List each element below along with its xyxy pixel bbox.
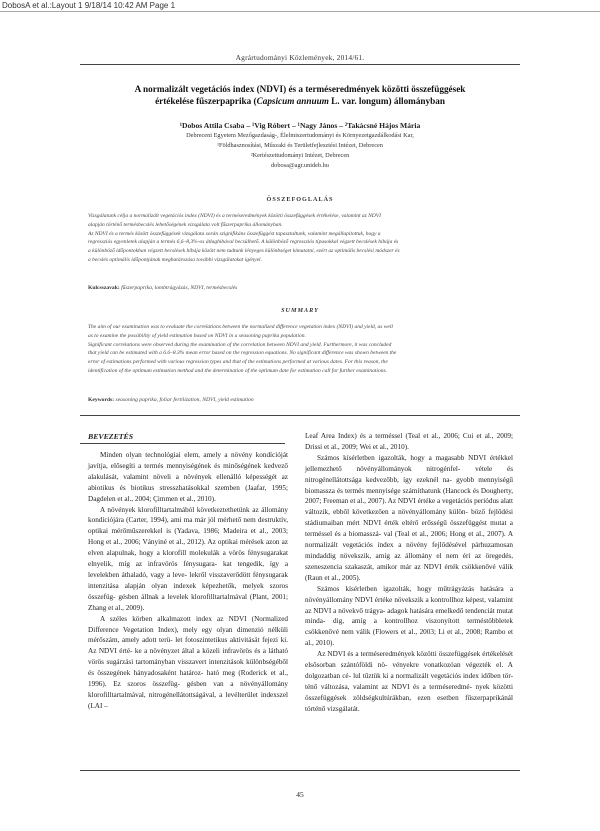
- osszefoglalas-text: [88, 212, 516, 265]
- osszefoglalas-line: a becslés optimális időpontjának meghatározása további vizsgálatokat igényel.: [88, 256, 262, 263]
- text-line: erősségű összefüggést mutat a terméssel és a biomasszá-: [305, 519, 513, 539]
- text-line: mindaddig növekszik, amíg az állomány el nem éri az: [305, 551, 482, 560]
- summary-line: error of estimations performed with various regression types and that of the estimations performed at various dates. For this reason, the: [88, 359, 388, 366]
- page-number: 45: [296, 790, 304, 799]
- text-line: összefüggések értékelését elsősorban szántóföldi nö-: [305, 650, 514, 670]
- text-line: Számos kísérletben igazolták, hogy műtrágyázás: [317, 584, 475, 593]
- summary-line: that yield can be estimated with a 6.6–8.3% mean error based on the regression equations. No significant difference was shown between the: [88, 350, 397, 357]
- author-email[interactable]: dobosa@agr.unideb.hu: [271, 162, 329, 169]
- affiliation-institute-1: ¹Földhasznosítási, Műszaki és Területfejlesztési Intézet, Debrecen: [217, 142, 383, 149]
- bevezetes-rule: [80, 443, 285, 444]
- text-line: böző fejlődési stádiumaiban mért NDVI érték eltérő: [305, 508, 513, 528]
- text-line: let fotoszintetikus aktivitását fejezi ki. Az NDVI érté-: [88, 636, 289, 656]
- text-line: öregedés, szeneszencia szakaszát, amikor már az NDVI: [305, 551, 513, 571]
- text-line: A széles körben alkalmazott index az NDVI: [100, 614, 247, 623]
- text-line: et al., 2004; Çimmen et al., 2010).: [117, 494, 216, 503]
- text-line: az elven alapulnak, hogy a klorofill molekulák a vörös: [88, 538, 288, 558]
- footer-rule: [80, 770, 520, 771]
- keywords-label: Keywords:: [88, 397, 115, 403]
- text-line: nitrogénellátottságával, a levélterület indexszel (LAI –: [88, 690, 289, 710]
- text-line: és minőségének kedvező alakulását, valamint növeli: [88, 461, 289, 481]
- text-line: számíthatunk (Hancock és Dougherty, 2007; Freeman: [305, 486, 514, 506]
- summary-line: as to examine the possibility of yield estimation based on NDVI in a seasoning paprika population.: [88, 332, 306, 339]
- text-line: gésben állnak a levelek klorofilltartalmával (Plant,: [118, 592, 269, 601]
- text-line: gyobb mennyiségű biomassza és termés mennyisége: [305, 475, 514, 495]
- text-line: olyan dimenzió nélküli mérőszám, amely adott terü-: [88, 625, 288, 645]
- running-head: Agrártudományi Közlemények, 2014/61.: [235, 53, 365, 62]
- bevezetes-right-column: [305, 431, 513, 715]
- text-line: 2008; Rambo et al., 2010).: [305, 628, 514, 648]
- text-line: Minden olyan technológiai elem, amely a növény: [100, 451, 253, 459]
- paragraph: [305, 649, 513, 714]
- text-line: kat tengedik, így a levelekben áthaladó, vagy a leve-: [88, 560, 289, 579]
- bevezetes-heading: BEVEZETÉS: [88, 432, 134, 441]
- text-line: adagok hatására emelkedő tendenciát mutat minda-: [305, 606, 514, 626]
- text-line: Az NDVI és a terméseredmények közötti: [317, 650, 437, 659]
- text-line: Számos kísérletben igazolták, hogy a magasabb NDVI: [317, 453, 487, 462]
- text-line: lul tűztük ki a normalizált vegetációs index időben tör-: [353, 671, 513, 680]
- text-line: érték csökkenővé válik (Raun et al., 2005).: [305, 562, 514, 582]
- text-line: Leaf Area Index) és a terméssel (Teal et al., 2006; Cui: [305, 432, 474, 440]
- bevezetes-left-column: [88, 450, 288, 712]
- paragraph: [305, 584, 513, 649]
- header-rule: [80, 64, 520, 65]
- paragraph: [305, 453, 513, 584]
- text-line: ke a növényzet által a közeli infravörös és a látható: [134, 647, 288, 656]
- paragraph: [88, 450, 288, 505]
- text-line: val (Teal et al., 2006; Hong et al., 2007). A normalizált: [305, 530, 514, 550]
- abstract-rule: [80, 415, 520, 416]
- osszefoglalas-line: a különböző időpontokban végzett becslések hibája között nem tudtunk lényeges különbséget kimutatni, ezért az optimális becslési módszer és: [88, 248, 400, 255]
- text-line: 2006; Ványiné et al., 2012). Az optikai mérések azon: [124, 538, 280, 547]
- text-line: stresszhatásokkal szemben (Jaafar, 1995; Dagdelen: [88, 483, 288, 503]
- title-line-1: A normalizált vegetációs index (NDVI) és a terméseredmények közötti összefüggések: [134, 84, 466, 94]
- text-line: gésben van a növényállomány klorofilltartalmával,: [88, 680, 289, 699]
- print-info-rule: [0, 11, 600, 12]
- text-line: nyek közötti összefüggések zöldségkultúrákban, ezen: [305, 682, 513, 702]
- text-line: különbségéből és összegének hányadosaként határoz-: [88, 658, 289, 678]
- text-line: jól mérhető nem destruktív, optikai mérőműszerekkel: [88, 516, 288, 536]
- text-line: csökkenővé nem válik (Flowers et al., 2003; Li et al.,: [305, 628, 464, 637]
- text-line: értékkel jellemezhető növényállományok nitrogénfel-: [305, 453, 513, 473]
- text-line: vényekre vonatkozóan végezték el. A dolgozatban cé-: [305, 661, 513, 680]
- text-line: A növények klorofilltartalmából következtethetünk: [100, 505, 250, 514]
- text-line: vegetációs index a növény fejlődésével párhuzamosan: [342, 541, 513, 550]
- text-line: (Normalized Difference Vegetation Index), mely egy: [88, 614, 288, 634]
- authors: ¹Dobos Attila Csaba – ¹Vig Róbert – ¹Nagy János – ²Takácsné Hájos Mária: [179, 121, 421, 130]
- affiliation-university: Debreceni Egyetem Mezőgazdaság-, Élelmiszertudományi és Környezetgazdálkodási Kar,: [186, 132, 414, 139]
- summary-line: Significant correlations were observed during the examination of the correlation between NDVI and yield. Furthermore, it was concluded: [88, 341, 392, 348]
- text-line: et al., 2009; Drissi et al., 2009; Wei et al., 2010).: [305, 432, 514, 451]
- text-line: változik, ebből következően a növényállomány külön-: [305, 508, 468, 517]
- title-species: Capsicum annuum: [256, 95, 329, 106]
- text-line: esetben fűszerpaprikánál történő vizsgálatát.: [305, 693, 513, 713]
- summary-line: The aim of our examination was to evaluate the correlations between the normalized difference vegetation index (NDVI) and yield, as well: [88, 324, 393, 330]
- summary-heading: SUMMARY: [281, 307, 319, 314]
- article-title: [60, 84, 540, 107]
- text-line: az állomány kondíciójára (Carter, 1994), ami ma már: [88, 505, 289, 525]
- affiliation-institute-2: ²Kertészettudományi Intézet, Debrecen: [250, 152, 350, 159]
- paragraph: [88, 614, 288, 712]
- text-line: dig, amíg a kontrollhoz viszonyított terméstöbbletek: [333, 617, 513, 626]
- title-line-2-pre: értékelése fűszerpaprika (: [155, 95, 257, 106]
- text-line: lekről visszaverődött fénysugarak intenzitása alapján: [88, 570, 289, 590]
- osszefoglalas-line: Vizsgálatunk célja a normalizált vegetációs index (NDVI) és a terméseredmények közötti összefüggések értékelése, valamint az NDVI: [88, 213, 381, 219]
- keywords-list: seasoning paprika, foliar fertilization, NDVI, yield estimation: [115, 397, 254, 403]
- text-line: vétele és nitrogénellátottsága kedvezőbb, így ezeknél na-: [305, 464, 513, 484]
- kulcsszavak-list: fűszerpaprika, lombtrágyázás, NDVI, termésbecslés: [121, 285, 238, 291]
- kulcsszavak: [88, 285, 237, 291]
- paragraph: [305, 431, 513, 453]
- text-line: ható meg (Roderick et al., 1996). Ez szoros összefüg-: [88, 669, 288, 689]
- osszefoglalas-line: regressziós egyenletek alapján a termés 6,6–8,3%-os átlaghibával becsülhető. A különböző regressziós típusokkal végzett becslések hibája és: [88, 239, 399, 246]
- text-line: kontrollhoz képest, valamint az NDVI a növekvő trágya-: [305, 595, 513, 615]
- osszefoglalas-line: Az NDVI és a termés között összefüggések vizsgálata során szignifikáns összefüggést tapasztaltunk, valamint megállapítottuk, hogy a: [88, 230, 381, 237]
- text-line: hatására a növényállomány NDVI értéke növekszik a: [305, 584, 514, 604]
- text-line: kondícióját javítja, elősegíti a termés mennyiségének: [88, 451, 289, 470]
- text-line: fénysugarakat elnyelik, míg az infravörös fénysugara-: [88, 549, 288, 569]
- summary-line: identification of the optimum estimation method and the determination of the optimum date for estimation call for further examinations.: [88, 367, 387, 374]
- summary-text: [88, 323, 516, 376]
- text-line: ténő változása, valamint az NDVI és a terméseredmé-: [305, 682, 472, 691]
- print-info: DobosA et al.:Layout 1 9/18/14 10:42 AM Page 1: [2, 1, 176, 10]
- osszefoglalas-heading: ÖSSZEFOGLALÁS: [266, 196, 334, 203]
- keywords: [88, 397, 254, 403]
- text-line: 2001; Zhang et al., 2009).: [88, 592, 289, 612]
- text-line: is (Yadava, 1986; Madeira et al., 2003; Hong et al.,: [88, 527, 288, 547]
- kulcsszavak-label: Kulcsszavak:: [88, 285, 120, 291]
- text-line: olyan indexek képezhetők, melyek szoros összefüg-: [88, 581, 289, 601]
- text-line: et al., 2007). Az NDVI értéke a vegetációs periódus alatt: [350, 497, 514, 506]
- paragraph: [88, 505, 288, 614]
- text-line: a növények ellenálló képességét az abiotikus és biotikus: [88, 472, 288, 492]
- text-line: vörös sugárzási tartományban visszavert intenzitások: [88, 658, 244, 667]
- title-line-2-post: L. var. longum) állományban: [328, 95, 445, 106]
- osszefoglalas-line: alapján történő termésbecslés lehetőségének vizsgálata volt fűszerpaprika állományban.: [88, 221, 283, 228]
